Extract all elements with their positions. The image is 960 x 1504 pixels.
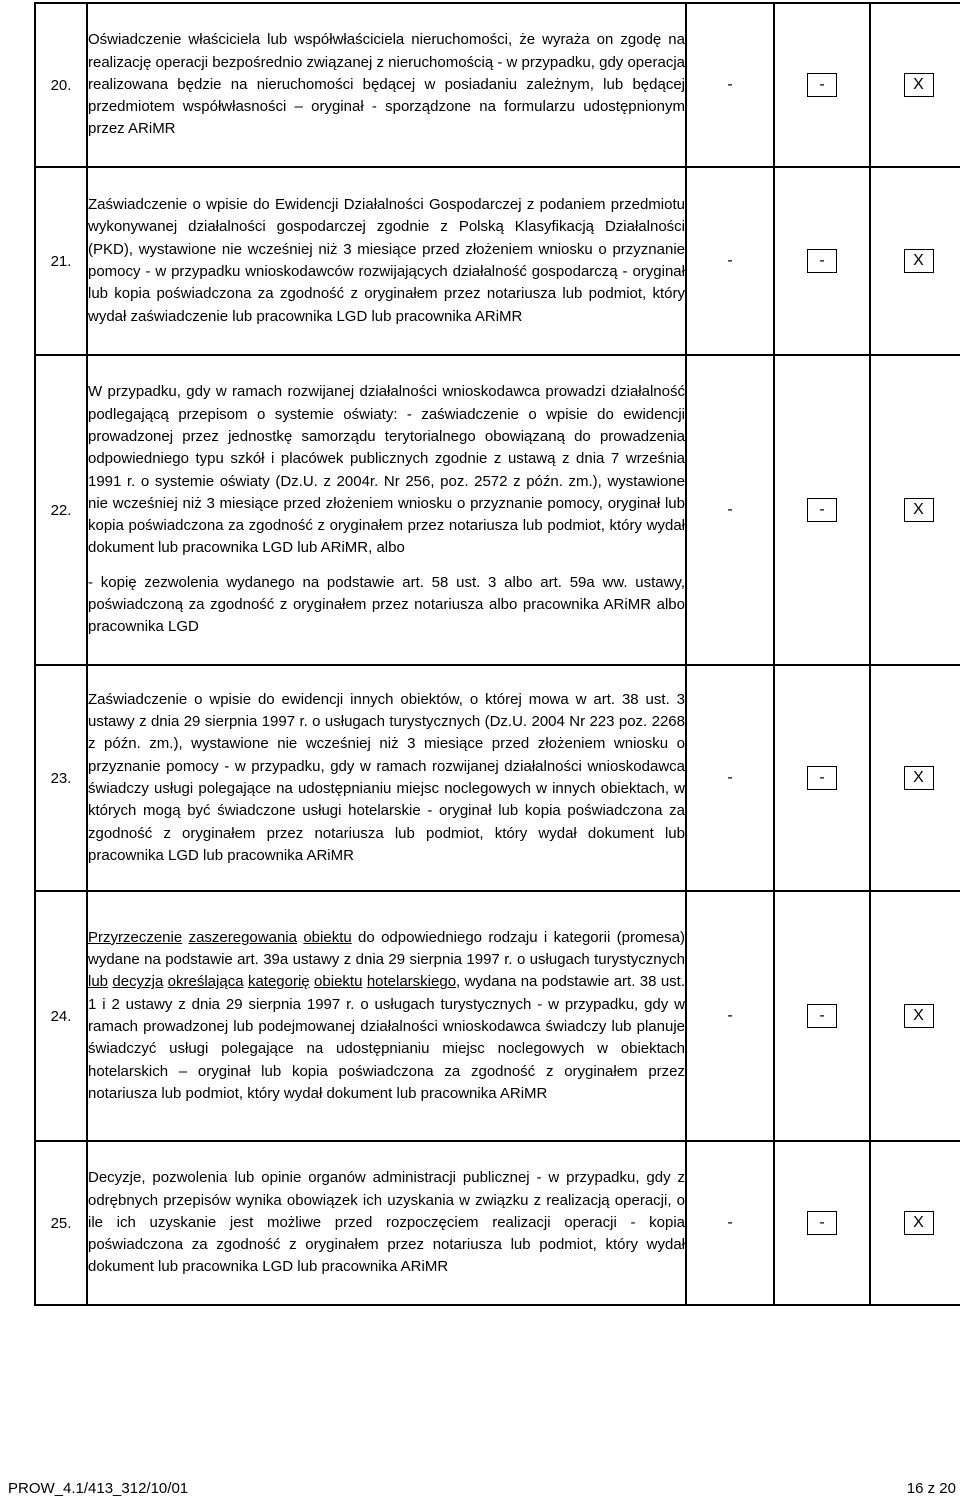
column-3-value: - bbox=[686, 355, 774, 665]
table-body bbox=[35, 3, 960, 1305]
table-row bbox=[35, 355, 960, 665]
underlined-term: hotelarskiego bbox=[366, 973, 457, 991]
column-5-box: X bbox=[904, 498, 934, 522]
column-4-box: - bbox=[807, 1004, 837, 1028]
description-paragraph: Zaświadczenie o wpisie do Ewidencji Działalności Gospodarczej z podaniem przedmiotu wykonywanej działalności gospodarczej zgodnie z Polską Klasyfikacją Działalności (PKD), wystawione nie wcześniej niż 3 miesiące przed złożeniem wniosku o przyznanie pomocy - w przypadku wnioskodawców rozwijających działalność gospodarczą - oryginał lub kopia poświadczona za zgodność z oryginałem przez notariusza lub podmiot, który wydał zaświadczenie lub pracownika LGD lub pracownika ARiMR bbox=[88, 196, 685, 325]
description-paragraph: Oświadczenie właściciela lub współwłaściciela nieruchomości, że wyraża on zgodę na realizację operacji bezpośrednio związanej z nieruchomością - w przypadku, gdy operacja realizowana będzie na nieruchomości będącej w posiadaniu zależnym, lub będącej przedmiotem współwłasności – oryginał - sporządzone na formularzu udostępnionym przez ARiMR bbox=[88, 31, 685, 138]
row-description bbox=[87, 355, 686, 665]
column-5-cell bbox=[870, 3, 960, 167]
column-5-box: X bbox=[904, 766, 934, 790]
row-number: 24. bbox=[35, 891, 87, 1141]
description-paragraph: Decyzje, pozwolenia lub opinie organów administracji publicznej - w przypadku, gdy z odrębnych przepisów wynika obowiązek ich uzyskania w związku z realizacją operacji, o ile ich uzyskanie jest możliwe przed rozpoczęciem realizacji operacji - kopia poświadczona za zgodność z oryginałem przez notariusza lub podmiot, który wydał dokument lub pracownika LGD lub pracownika ARiMR bbox=[88, 1169, 685, 1276]
column-3-value: - bbox=[686, 665, 774, 891]
column-4-cell bbox=[774, 665, 870, 891]
text-segment: do odpowiedniego rodzaju i kategorii (promesa) wydane na podstawie art. 39a ustawy z dnia 29 sierpnia 1997 r. o usługach turystycznych bbox=[88, 928, 686, 969]
description-paragraph: Zaświadczenie o wpisie do ewidencji innych obiektów, o której mowa w art. 38 ust. 3 ustawy z dnia 29 sierpnia 1997 r. o usługach turystycznych (Dz.U. 2004 Nr 223 poz. 2268 z późn. zm.), wystawione nie wcześniej niż 3 miesiące przed złożeniem wniosku o przyznanie pomocy - w przypadku, gdy w ramach rozwijanej działalności wnioskodawca świadczy usługi polegające na udostępnianiu miejsc noclegowych w innych obiektach, w których mogą być świadczone usługi hotelarskie - oryginał lub kopia poświadczona za zgodność z oryginałem przez notariusza lub podmiot, który wydał dokument lub pracownika LGD lub pracownika ARiMR bbox=[88, 690, 685, 864]
column-4-cell bbox=[774, 3, 870, 167]
column-5-cell bbox=[870, 355, 960, 665]
underlined-term: Przyrzeczenie bbox=[88, 928, 183, 946]
column-4-cell bbox=[774, 355, 870, 665]
underlined-term: decyzja bbox=[112, 973, 164, 991]
column-5-box: X bbox=[904, 249, 934, 273]
column-4-box: - bbox=[807, 73, 837, 97]
column-5-box: X bbox=[904, 1004, 934, 1028]
column-4-cell bbox=[774, 1141, 870, 1305]
column-3-value: - bbox=[686, 1141, 774, 1305]
column-3-value: - bbox=[686, 891, 774, 1141]
description-paragraph bbox=[88, 927, 685, 1105]
row-number: 21. bbox=[35, 167, 87, 355]
row-description bbox=[87, 665, 686, 891]
table-row bbox=[35, 3, 960, 167]
text-segment: , wydana na podstawie art. 38 ust. 1 i 2 ustawy z dnia 29 sierpnia 1997 r. o usługach turystycznych - w przypadku, gdy w ramach prowadzonej lub podejmowanej działalności wnioskodawca świadczy lub planuje świadczyć usługi polegające na udostępnianiu miejsc noclegowych w obiektach hotelarskich – oryginał lub kopia poświadczona za zgodność z oryginałem przez notariusza lub podmiot, który wydał dokument lub pracownika ARiMR bbox=[88, 973, 685, 1102]
column-5-box: X bbox=[904, 73, 934, 97]
underlined-term: obiektu bbox=[314, 973, 363, 991]
footer-page-info: 16 z 20 bbox=[906, 1480, 956, 1497]
column-5-cell bbox=[870, 167, 960, 355]
row-number: 23. bbox=[35, 665, 87, 891]
underlined-term: obiektu bbox=[303, 928, 352, 946]
table-row bbox=[35, 167, 960, 355]
column-4-cell bbox=[774, 891, 870, 1141]
footer-doc-code: PROW_4.1/413_312/10/01 bbox=[8, 1480, 189, 1497]
column-5-cell bbox=[870, 1141, 960, 1305]
underlined-term: określająca bbox=[167, 973, 244, 991]
row-description bbox=[87, 1141, 686, 1305]
table-row bbox=[35, 891, 960, 1141]
column-5-cell bbox=[870, 891, 960, 1141]
column-4-box: - bbox=[807, 498, 837, 522]
column-5-box: X bbox=[904, 1211, 934, 1235]
column-3-value: - bbox=[686, 167, 774, 355]
column-4-box: - bbox=[807, 249, 837, 273]
row-description bbox=[87, 3, 686, 167]
column-3-value: - bbox=[686, 3, 774, 167]
column-4-box: - bbox=[807, 1211, 837, 1235]
row-number: 22. bbox=[35, 355, 87, 665]
underlined-term: lub bbox=[88, 973, 109, 991]
documents-table bbox=[34, 2, 960, 1306]
row-number: 25. bbox=[35, 1141, 87, 1305]
description-paragraph: W przypadku, gdy w ramach rozwijanej działalności wnioskodawca prowadzi działalność podlegającą przepisom o systemie oświaty: - zaświadczenie o wpisie do ewidencji prowadzonej przez jednostkę samorządu terytorialnego obowiązaną do prowadzenia odpowiedniego typu szkół i placówek publicznych zgodnie z ustawą z dnia 7 września 1991 r. o systemie oświaty (Dz.U. z 2004r. Nr 256, poz. 2572 z późn. zm.), wystawione nie wcześniej niż 3 miesiące przed złożeniem wniosku o przyznanie pomocy, oryginał lub kopia poświadczona za zgodność z oryginałem przez notariusza lub podmiot, który wydał dokument lub pracownika LGD lub ARiMR, albo bbox=[88, 383, 685, 557]
row-number: 20. bbox=[35, 3, 87, 167]
row-description bbox=[87, 167, 686, 355]
table-row bbox=[35, 1141, 960, 1305]
description-paragraph: - kopię zezwolenia wydanego na podstawie art. 58 ust. 3 albo art. 59a ww. ustawy, poświadczoną za zgodność z oryginałem przez notariusza albo pracownika ARiMR albo pracownika LGD bbox=[88, 573, 685, 636]
underlined-term: kategorię bbox=[247, 973, 310, 991]
table-row bbox=[35, 665, 960, 891]
underlined-term: zaszeregowania bbox=[188, 928, 297, 946]
column-4-box: - bbox=[807, 766, 837, 790]
column-4-cell bbox=[774, 167, 870, 355]
column-5-cell bbox=[870, 665, 960, 891]
row-description bbox=[87, 891, 686, 1141]
